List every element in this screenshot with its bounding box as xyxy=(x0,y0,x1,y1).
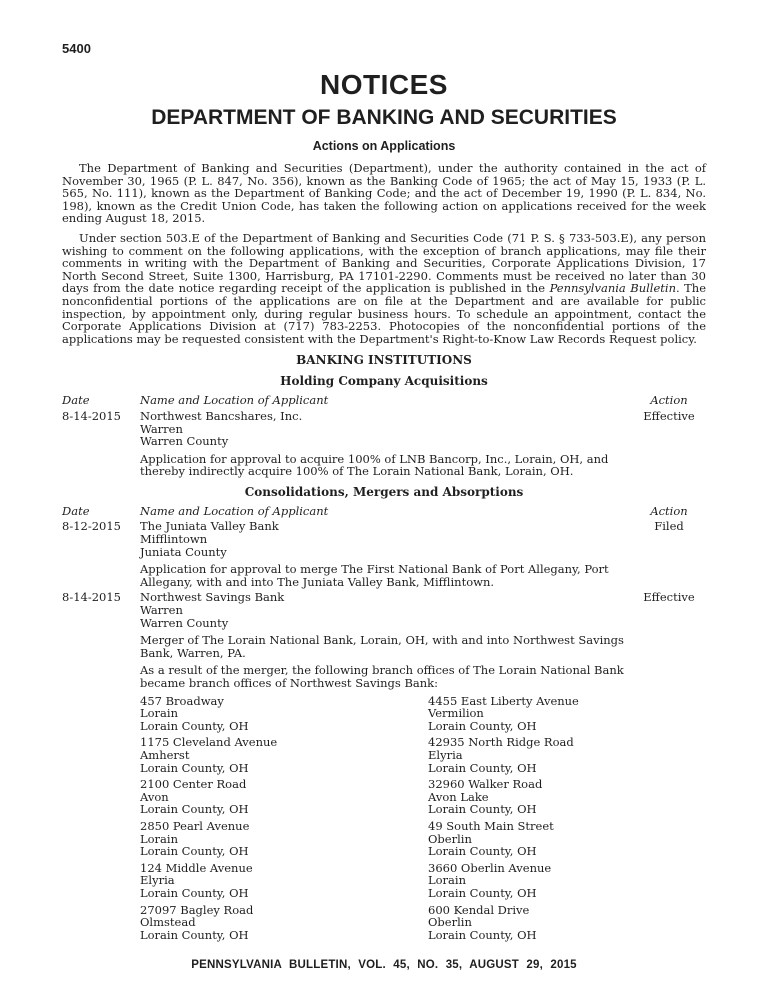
column-header-action: Action xyxy=(650,393,688,408)
application-entry xyxy=(62,410,706,478)
page-number: 5400 xyxy=(62,41,91,56)
branch-address: 27097 Bagley Road Olmstead Lorain County, OH xyxy=(140,902,254,942)
intro-paragraph-2-text: Under section 503.E of the Department of Banking and Securities Code (71 P. S. § 733-503.E), any person wishing to comment on the following applications, with the exception of branch applications, may file their comments in writing with the Department of Banking and Securities, Corporate Applications Division, 17 North Second Street, Suite 1300, Harrisburg, PA 17101-2290. Comments must be received no later than 30 days from the date notice regarding receipt of the application is published in the xyxy=(62,230,706,296)
entry-action: Effective xyxy=(643,590,695,605)
branch-address: 2100 Center Road Avon Lorain County, OH xyxy=(140,777,249,817)
intro-paragraph-2-tail: . The nonconfidential portions of the applications are on file at the Department and are available for public inspection, by appointment only, during regular business hours. To schedule an appointment, contact the Corporate Applications Division at (717) 783-2253. Photocopies of the nonconfidential portions of the applications may be requested consistent with the Department's Right-to-Know Law Records Request policy. xyxy=(62,281,706,346)
entry-description: As a result of the merger, the following branch offices of The Lorain National Bank became branch offices of Northwest Savings Bank: xyxy=(140,663,624,690)
branch-address: 4455 East Liberty Avenue Vermilion Lorain County, OH xyxy=(428,693,579,733)
branch-address: 600 Kendal Drive Oberlin Lorain County, OH xyxy=(428,902,537,942)
subsection-heading-mergers: Consolidations, Mergers and Absorptions xyxy=(244,484,524,499)
entry-action: Effective xyxy=(643,408,695,423)
table-header-row xyxy=(62,505,706,518)
branch-address: 42935 North Ridge Road Elyria Lorain County, OH xyxy=(428,735,574,775)
entry-date: 8-14-2015 xyxy=(62,590,121,605)
branch-address: 1175 Cleveland Avenue Amherst Lorain County, OH xyxy=(140,735,278,775)
entry-row xyxy=(62,591,706,629)
application-entry xyxy=(62,520,706,588)
column-header-action: Action xyxy=(650,503,688,518)
entry-description: Merger of The Lorain National Bank, Lorain, OH, with and into Northwest Savings Bank, Warren, PA. xyxy=(140,633,624,660)
branch-office-list xyxy=(140,695,706,946)
entry-description: Application for approval to acquire 100% of LNB Bancorp, Inc., Lorain, OH, and thereby indirectly acquire 100% of The Lorain National Bank, Lorain, OH. xyxy=(140,451,609,479)
entry-row xyxy=(62,410,706,448)
branch-column-right xyxy=(428,695,706,946)
column-header-name: Name and Location of Applicant xyxy=(140,503,329,518)
application-entry xyxy=(62,591,706,945)
table-header-row xyxy=(62,394,706,407)
column-header-date: Date xyxy=(62,393,90,408)
section-heading-banking-institutions: BANKING INSTITUTIONS xyxy=(296,353,472,368)
intro-paragraph-2 xyxy=(62,232,706,345)
branch-column-left xyxy=(140,695,428,946)
entry-applicant: Northwest Bancshares, Inc. Warren Warren County xyxy=(140,408,303,449)
intro-paragraph-1: The Department of Banking and Securities (Department), under the authority contained in the act of November 30, 1965 (P. L. 847, No. 356), known as the Banking Code of 1965; the act of May 15, 1933 (P. L. 565, No. 111), known as the Department of Banking Code; and the act of December 19, 1990 (P. L. 834, No. 198), known as the Credit Union Code, has taken the following action on applications received for the week ending August 18, 2015. xyxy=(62,161,706,226)
branch-address: 124 Middle Avenue Elyria Lorain County, OH xyxy=(140,860,253,900)
entry-applicant: Northwest Savings Bank Warren Warren County xyxy=(140,590,285,630)
entry-row xyxy=(62,520,706,558)
column-header-name: Name and Location of Applicant xyxy=(140,393,329,408)
branch-address: 32960 Walker Road Avon Lake Lorain County, OH xyxy=(428,777,543,817)
entry-date: 8-14-2015 xyxy=(62,408,121,423)
page-title: NOTICES xyxy=(320,69,448,100)
entry-date: 8-12-2015 xyxy=(62,519,121,534)
section-consolidations-mergers xyxy=(62,478,706,945)
entry-applicant: The Juniata Valley Bank Mifflintown Juniata County xyxy=(140,519,279,559)
bulletin-footer: PENNSYLVANIA BULLETIN, VOL. 45, NO. 35, AUGUST 29, 2015 xyxy=(191,959,577,972)
entry-action: Filed xyxy=(654,519,684,534)
branch-address: 3660 Oberlin Avenue Lorain Lorain County, OH xyxy=(428,860,552,900)
bulletin-name-italic: Pennsylvania Bulletin xyxy=(549,281,676,296)
branch-address: 457 Broadway Lorain Lorain County, OH xyxy=(140,693,249,733)
department-title: DEPARTMENT OF BANKING AND SECURITIES xyxy=(151,106,617,129)
branch-address: 2850 Pearl Avenue Lorain Lorain County, OH xyxy=(140,818,250,859)
subsection-heading-holding: Holding Company Acquisitions xyxy=(280,374,488,389)
actions-subtitle: Actions on Applications xyxy=(312,139,456,153)
column-header-date: Date xyxy=(62,503,90,518)
branch-address: 49 South Main Street Oberlin Lorain County, OH xyxy=(428,818,554,859)
section-holding-company-acquisitions xyxy=(62,367,706,478)
entry-description: Application for approval to merge The First National Bank of Port Allegany, Port Allegany, with and into The Juniata Valley Bank, Mifflintown. xyxy=(140,562,609,589)
